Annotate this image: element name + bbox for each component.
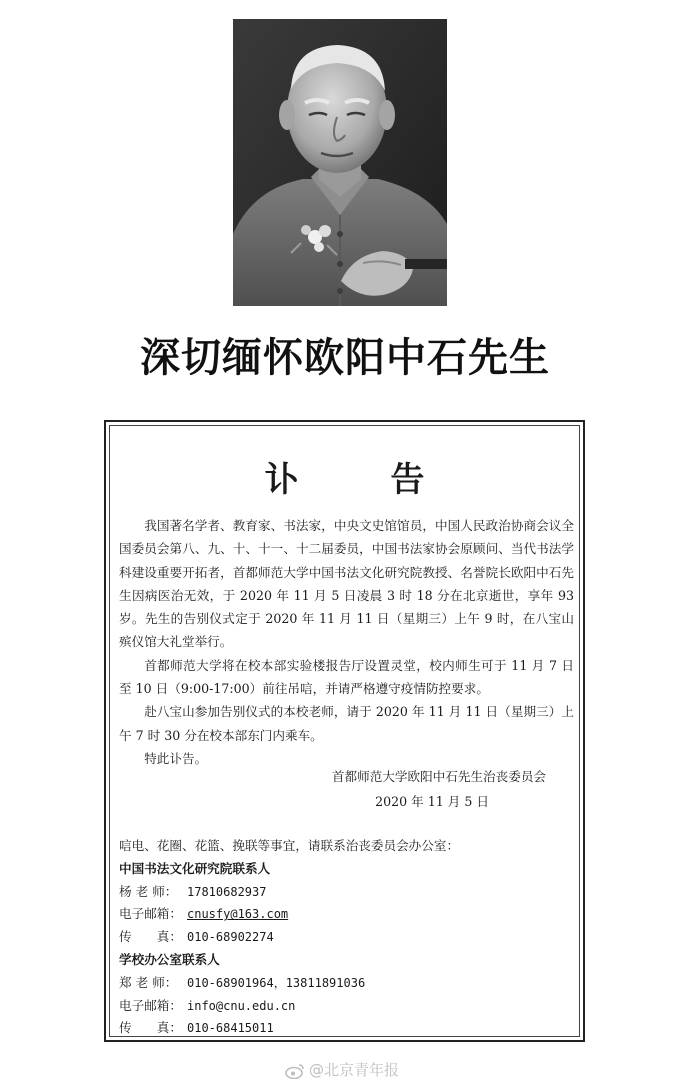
contact-email-link[interactable]: cnusfy@163.com [187,907,289,922]
weibo-logo-icon [285,1063,305,1079]
obituary-paragraph: 我国著名学者、教育家、书法家，中央文史馆馆员，中国人民政治协商会议全国委员会第八、九、十、十一、十二届委员，中国书法家协会原顾问、当代书法学科建设重要开拓者，首都师范大学中国书法文化研究院教授、名誉院长欧阳中石先生因病医治无效，于 2020 年 11 月 5 日凌晨 3 时 18 分在北京逝世，享年 93 岁。先生的告别仪式定于 2020 年 11 月 11 日（星期三）上午 9 时，在八宝山殡仪馆大礼堂举行。 [119,518,574,650]
watermark-text: @北京青年报 [309,1061,400,1079]
obituary-heading: 讣 告 [264,460,465,500]
contact-email-row [119,995,574,1018]
contact-phone: 010-68901964，13811891036 [187,975,366,990]
contact-group-heading: 学校办公室联系人 [119,951,220,967]
contact-fax: 010-68902274 [187,930,274,945]
obituary-paragraph: 特此讣告。 [144,750,208,766]
contact-section [119,835,574,1040]
contact-teacher-row [119,972,574,995]
weibo-watermark [285,1058,399,1082]
contact-email-row [119,903,574,926]
contact-fax-label: 传 真： [119,1020,182,1036]
contact-fax: 010-68415011 [187,1021,274,1036]
contact-phone: 17810682937 [187,884,267,899]
memorial-portrait-photo [233,19,447,306]
contact-fax-label: 传 真： [119,929,182,945]
contact-fax-row [119,1017,574,1040]
contact-email-label: 电子邮箱： [119,906,182,922]
obituary-paragraph: 首都师范大学将在校本部实验楼报告厅设置灵堂，校内师生可于 11 月 7 日至 10 日（9:00-17:00）前往吊唁，并请严格遵守疫情防控要求。 [119,657,574,697]
contact-intro: 唁电、花圈、花篮、挽联等事宜，请联系治丧委员会办公室： [119,838,460,853]
contact-teacher-label: 杨 老 师： [119,883,178,899]
contact-teacher-row [119,881,574,904]
contact-email-label: 电子邮箱： [119,997,182,1013]
obituary-body [119,514,574,770]
memorial-title: 深切缅怀欧阳中石先生 [140,335,550,381]
signature-organization: 首都师范大学欧阳中石先生治丧委员会 [331,769,546,784]
contact-email[interactable]: info@cnu.edu.cn [187,998,296,1013]
obituary-notice-frame [104,420,585,1042]
contact-teacher-label: 郑 老 师： [119,974,178,990]
obituary-paragraph: 赴八宝山参加告别仪式的本校老师，请于 2020 年 11 月 11 日（星期三）上午 7 时 30 分在校本部东门内乘车。 [119,704,574,743]
signature-date: 2020 年 11 月 5 日 [375,794,489,809]
contact-fax-row [119,926,574,949]
contact-group-heading: 中国书法文化研究院联系人 [119,860,271,876]
